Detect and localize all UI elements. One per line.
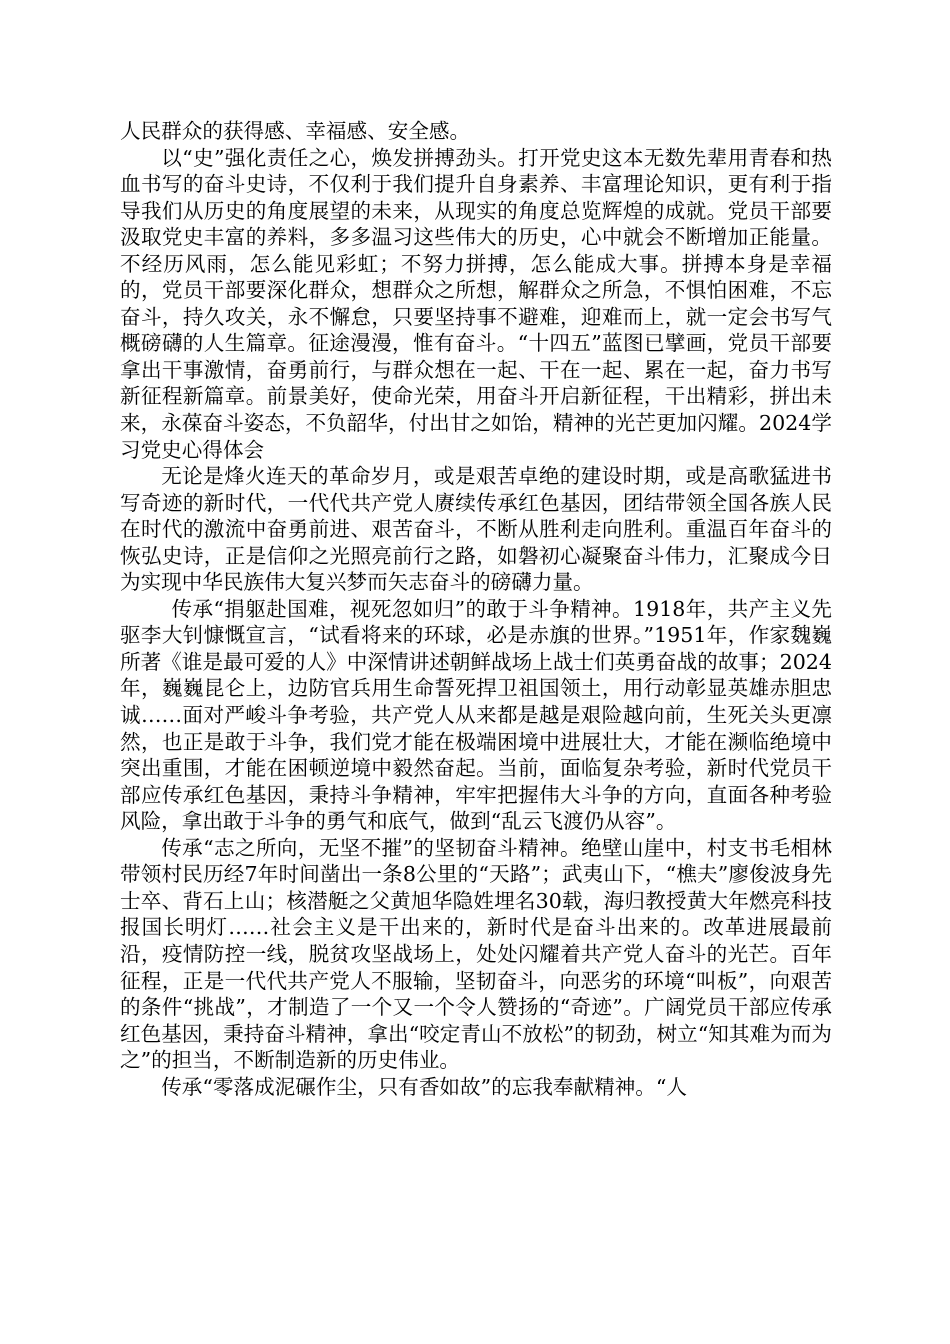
paragraph-3: 无论是烽火连天的革命岁月，或是艰苦卓绝的建设时期，或是高歌猛进书写奇迹的新时代，一代代共产党人赓续传承红色基因，团结带领全国各族人民在时代的激流中奋勇前进、艰苦奋斗，不断从胜利走向胜利。重温百年奋斗的恢弘史诗，正是信仰之光照亮前行之路，如磐初心凝聚奋斗伟力，汇聚成今日为实现中华民族伟大复兴梦而矢志奋斗的磅礴力量。 xyxy=(120,464,832,595)
paragraph-2: 以“史”强化责任之心，焕发拼搏劲头。打开党史这本无数先辈用青春和热血书写的奋斗史诗，不仅利于我们提升自身素养、丰富理论知识，更有利于指导我们从历史的角度展望的未来，从现实的角度总览辉煌的成就。党员干部要汲取党史丰富的养料，多多温习这些伟大的历史，心中就会不断增加正能量。不经历风雨，怎么能见彩虹；不努力拼搏，怎么能成大事。拼搏本身是幸福的，党员干部要深化群众，想群众之所想，解群众之所急，不惧怕困难，不忘奋斗，持久攻关，永不懈怠，只要坚持事不避难，迎难而上，就一定会书写气概磅礴的人生篇章。征途漫漫，惟有奋斗。“十四五”蓝图已擘画，党员干部要拿出干事激情，奋勇前行，与群众想在一起、干在一起、累在一起，奋力书写新征程新篇章。前景美好，使命光荣，用奋斗开启新征程，干出精彩，拼出未来，永葆奋斗姿态，不负韶华，付出甘之如饴，精神的光芒更加闪耀。2024学习党史心得体会 xyxy=(120,145,832,462)
paragraph-4: 传承“捐躯赴国难，视死忽如归”的敢于斗争精神。1918年，共产主义先驱李大钊慷慨宣言，“试看将来的环球，必是赤旗的世界。”1951年，作家魏巍所著《谁是最可爱的人》中深情讲述朝鲜战场上战士们英勇奋战的故事；2024年，巍巍昆仑上，边防官兵用生命誓死捍卫祖国领土，用行动彰显英雄赤胆忠诚……面对严峻斗争考验，共产党人从来都是越是艰险越向前，生死关头更凛然，也正是敢于斗争，我们党才能在极端困境中进展壮大，才能在濒临绝境中突出重围，才能在困顿逆境中毅然奋起。当前，面临复杂考验，新时代党员干部应传承红色基因，秉持斗争精神，牢牢把握伟大斗争的方向，直面各种考验风险，拿出敢于斗争的勇气和底气，做到“乱云飞渡仍从容”。 xyxy=(120,596,832,834)
paragraph-1: 人民群众的获得感、幸福感、安全感。 xyxy=(120,119,471,143)
paragraph-6: 传承“零落成泥碾作尘，只有香如故”的忘我奉献精神。“人 xyxy=(161,1074,688,1099)
paragraph-5: 传承“志之所向，无坚不摧”的坚韧奋斗精神。绝壁山崖中，村支书毛相林带领村民历经7年时间凿出一条8公里的“天路”；武夷山下，“樵夫”廖俊波身先士卒、背石上山；核潜艇之父黄旭华隐姓埋名30载，海归教授黄大年燃亮科技报国长明灯……社会主义是干出来的，新时代是奋斗出来的。改革进展最前沿，疫情防控一线，脱贫攻坚战场上，处处闪耀着共产党人奋斗的光芒。百年征程，正是一代代共产党人不服输，坚韧奋斗，向恶劣的环境“叫板”，向艰苦的条件“挑战”，才制造了一个又一个令人赞扬的“奇迹”。广阔党员干部应传承红色基因，秉持奋斗精神，拿出“咬定青山不放松”的韧劲，树立“知其难为而为之”的担当，不断制造新的历史伟业。 xyxy=(120,835,832,1073)
document-body xyxy=(120,118,832,1100)
